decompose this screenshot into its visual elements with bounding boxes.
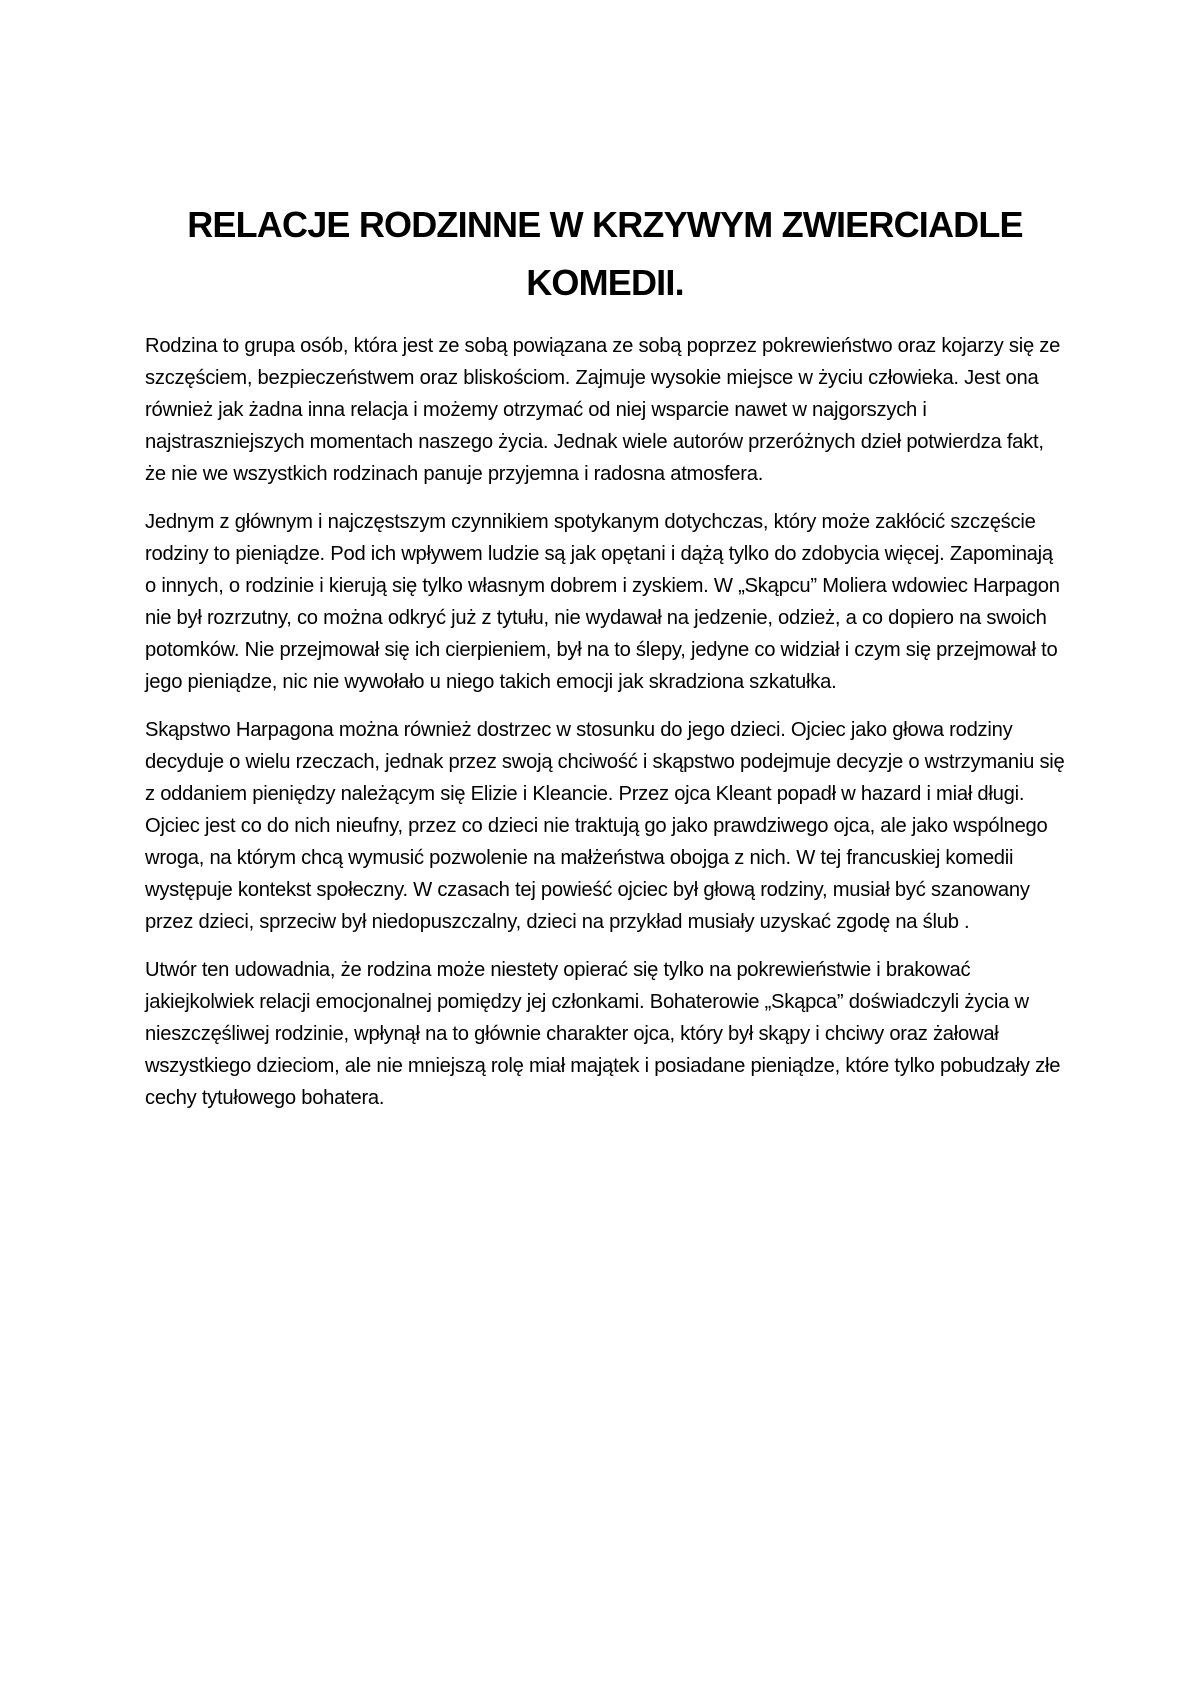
paragraph-3: Skąpstwo Harpagona można również dostrzec w stosunku do jego dzieci. Ojciec jako głowa rodziny decyduje o wielu rzeczach, jednak przez swoją chciwość i skąpstwo podejmuje decyzje o wstrzymaniu się z oddaniem pieniędzy należącym się Elizie i Kleancie. Przez ojca Kleant popadł w hazard i miał długi. Ojciec jest co do nich nieufny, przez co dzieci nie traktują go jako prawdziwego ojca, ale jako wspólnego wroga, na którym chcą wymusić pozwolenie na małżeństwa obojga z nich. W tej francuskiej komedii występuje kontekst społeczny. W czasach tej powieść ojciec był głową rodziny, musiał być szanowany przez dzieci, sprzeciw był niedopuszczalny, dzieci na przykład musiały uzyskać zgodę na ślub .: [145, 719, 1065, 933]
document-title: RELACJE RODZINNE W KRZYWYM ZWIERCIADLE KOMEDII.: [187, 204, 1023, 303]
paragraph-1: Rodzina to grupa osób, która jest ze sobą powiązana ze sobą poprzez pokrewieństwo oraz kojarzy się ze szczęściem, bezpieczeństwem oraz bliskościom. Zajmuje wysokie miejsce w życiu człowieka. Jest ona również jak żadna inna relacja i możemy otrzymać od niej wsparcie nawet w najgorszych i najstraszniejszych momentach naszego życia. Jednak wiele autorów przeróżnych dzieł potwierdza fakt, że nie we wszystkich rodzinach panuje przyjemna i radosna atmosfera.: [145, 335, 1061, 485]
paragraph-4: Utwór ten udowadnia, że rodzina może niestety opierać się tylko na pokrewieństwie i brakować jakiejkolwiek relacji emocjonalnej pomiędzy jej członkami. Bohaterowie „Skąpca” doświadczyli życia w nieszczęśliwej rodzinie, wpłynął na to głównie charakter ojca, który był skąpy i chciwy oraz żałował wszystkiego dzieciom, ale nie mniejszą rolę miał majątek i posiadane pieniądze, które tylko pobudzały złe cechy tytułowego bohatera.: [145, 959, 1061, 1109]
document-content: [145, 196, 1065, 1130]
paragraph-2: Jednym z głównym i najczęstszym czynnikiem spotykanym dotychczas, który może zakłócić szczęście rodziny to pieniądze. Pod ich wpływem ludzie są jak opętani i dążą tylko do zdobycia więcej. Zapominają o innych, o rodzinie i kierują się tylko własnym dobrem i zyskiem. W „Skąpcu” Moliera wdowiec Harpagon nie był rozrzutny, co można odkryć już z tytułu, nie wydawał na jedzenie, odzież, a co dopiero na swoich potomków. Nie przejmował się ich cierpieniem, był na to ślepy, jedyne co widział i czym się przejmował to jego pieniądze, nic nie wywołało u niego takich emocji jak skradziona szkatułka.: [145, 511, 1060, 693]
